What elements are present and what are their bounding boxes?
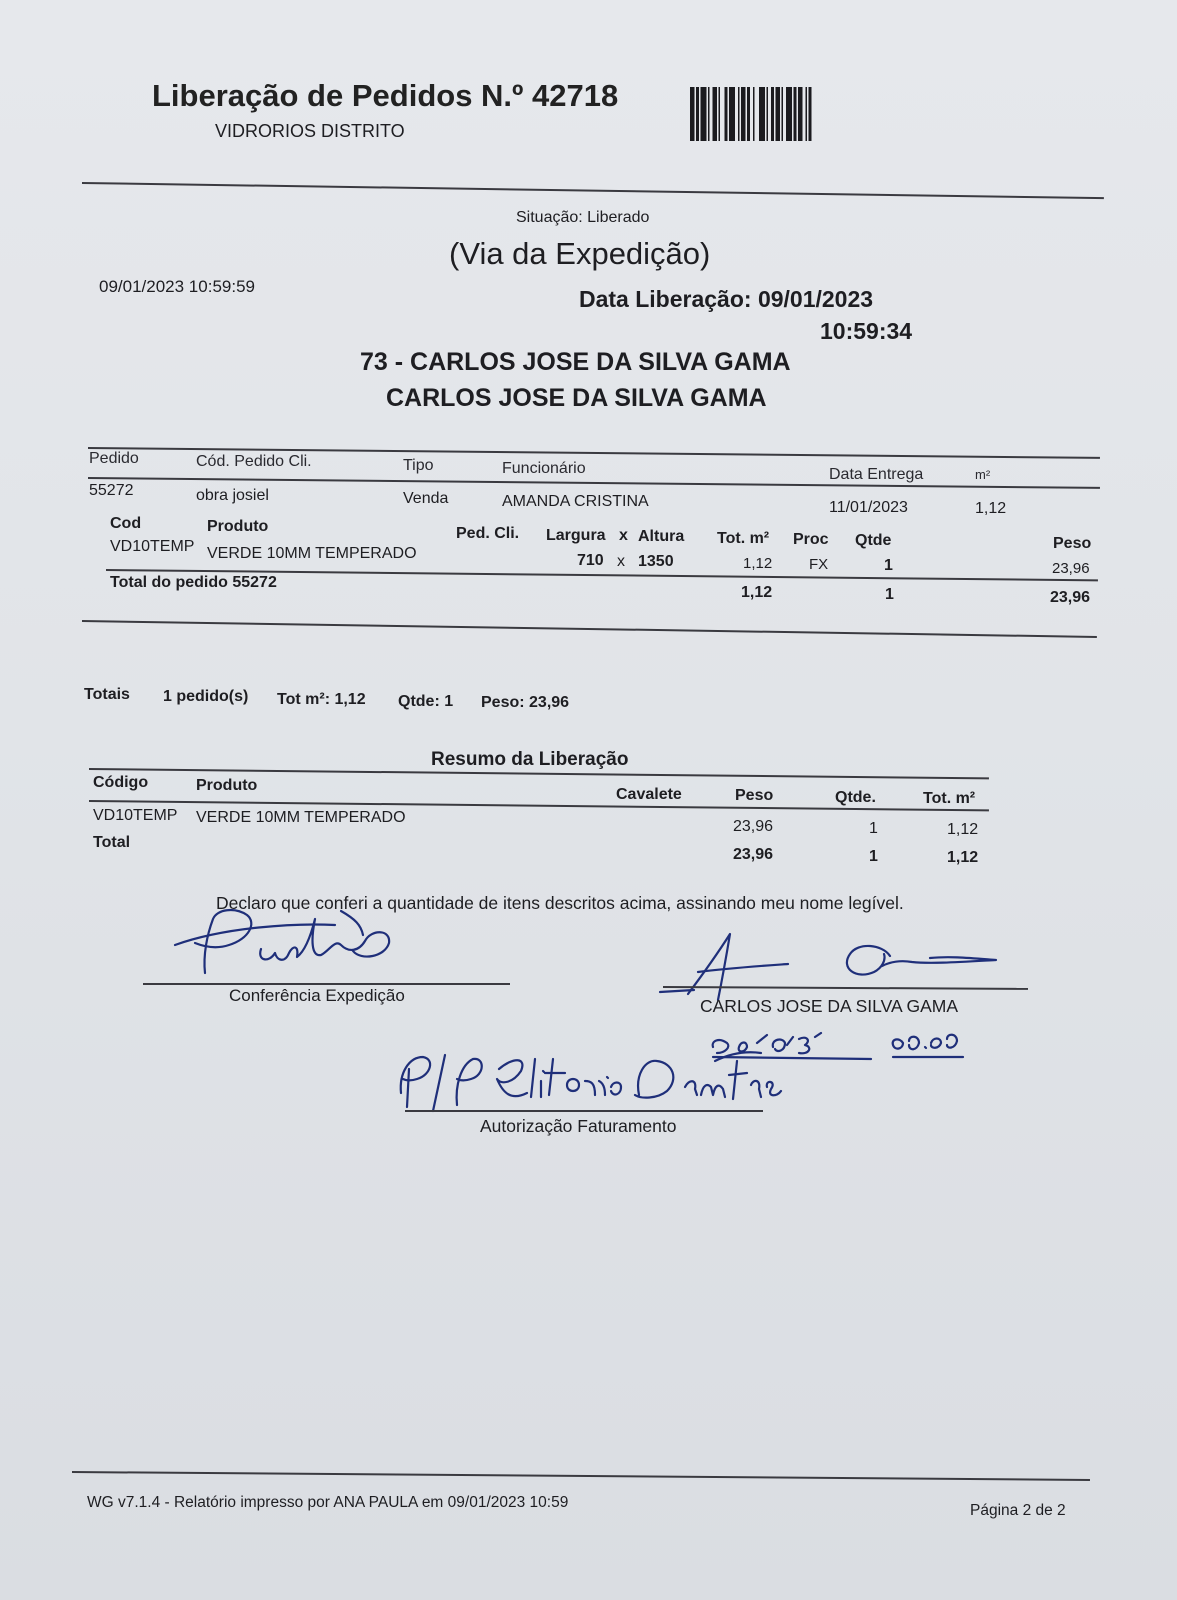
item-header-ped-cli: Ped. Cli. (456, 525, 520, 542)
col-header-funcionario: Funcionário (502, 460, 586, 477)
item-proc: FX (809, 556, 829, 573)
item-header-tot-m2: Tot. m² (717, 530, 770, 547)
order-m2: 1,12 (975, 500, 1007, 517)
release-date: Data Liberação: 09/01/2023 (579, 286, 874, 312)
client-signature-label: CARLOS JOSE DA SILVA GAMA (700, 996, 959, 1016)
item-code: VD10TEMP (110, 538, 195, 555)
col-header-pedido: Pedido (89, 450, 139, 467)
totals-label: Totais (84, 686, 130, 703)
col-header-tipo: Tipo (403, 457, 434, 474)
item-peso: 23,96 (1052, 560, 1090, 577)
summary-header-qtde: Qtde. (835, 789, 876, 806)
item-height: 1350 (638, 553, 674, 570)
order-total-qtde: 1 (885, 586, 894, 603)
item-header-largura: Largura (546, 527, 606, 544)
order-total-peso: 23,96 (1050, 589, 1091, 606)
summary-total-tot-m2: 1,12 (947, 849, 979, 866)
summary-header-cavalete: Cavalete (616, 786, 682, 803)
summary-product: VERDE 10MM TEMPERADO (196, 809, 406, 826)
authorization-signature-line (405, 1110, 763, 1112)
release-time: 10:59:34 (820, 318, 913, 344)
delivery-date: 11/01/2023 (829, 499, 908, 516)
summary-total-label: Total (93, 834, 131, 851)
client-line-2: CARLOS JOSE DA SILVA GAMA (386, 384, 767, 412)
item-header-cod: Cod (110, 515, 142, 532)
order-total-m2: 1,12 (741, 584, 773, 601)
footer-printed-by: WG v7.1.4 - Relatório impresso por ANA PAULA em 09/01/2023 10:59 (87, 1494, 569, 1511)
item-product: VERDE 10MM TEMPERADO (207, 545, 417, 562)
order-total-label: Total do pedido 55272 (110, 574, 277, 591)
expedition-signature-line (143, 983, 510, 985)
summary-total-qtde: 1 (869, 848, 878, 865)
company-name: VIDRORIOS DISTRITO (215, 121, 405, 141)
summary-tot-m2: 1,12 (947, 821, 979, 838)
col-header-m2: m² (975, 467, 991, 482)
summary-total-peso: 23,96 (733, 846, 774, 863)
summary-title: Resumo da Liberação (431, 749, 629, 770)
printed-datetime: 09/01/2023 10:59:59 (99, 277, 255, 296)
totals-m2: Tot m²: 1,12 (277, 691, 366, 708)
item-header-qtde: Qtde (855, 532, 892, 549)
summary-header-codigo: Código (93, 774, 149, 791)
item-header-peso: Peso (1053, 535, 1092, 552)
summary-peso: 23,96 (733, 818, 774, 835)
expedition-signature (165, 905, 415, 980)
item-x: x (617, 553, 625, 570)
col-header-data-entrega: Data Entrega (829, 466, 924, 483)
barcode-icon (690, 87, 870, 141)
client-order-code: obra josiel (196, 487, 269, 504)
totals-orders: 1 pedido(s) (163, 688, 249, 705)
copy-label: (Via da Expedição) (449, 236, 711, 271)
status-label: Situação: Liberado (516, 209, 650, 226)
totals-peso: Peso: 23,96 (481, 694, 570, 711)
item-width: 710 (577, 552, 604, 569)
declaration-text: Declaro que conferi a quantidade de itens descritos acima, assinando meu nome legível. (216, 893, 904, 913)
summary-header-produto: Produto (196, 777, 258, 794)
footer-page-number: Página 2 de 2 (970, 1502, 1066, 1519)
authorization-signature (395, 1045, 995, 1120)
item-header-altura: Altura (638, 528, 685, 545)
authorization-label: Autorização Faturamento (480, 1116, 677, 1136)
col-header-cod-pedido-cli: Cód. Pedido Cli. (196, 453, 312, 470)
order-type: Venda (403, 490, 449, 507)
summary-qtde: 1 (869, 820, 878, 837)
client-line-1: 73 - CARLOS JOSE DA SILVA GAMA (360, 348, 791, 376)
summary-code: VD10TEMP (93, 807, 178, 824)
item-header-proc: Proc (793, 531, 829, 548)
item-header-x: x (619, 527, 628, 544)
employee-name: AMANDA CRISTINA (502, 493, 649, 510)
order-table-bottom-rule (82, 620, 1097, 638)
summary-header-peso: Peso (735, 787, 774, 804)
totals-qtde: Qtde: 1 (398, 693, 454, 710)
expedition-signature-label: Conferência Expedição (229, 986, 405, 1005)
header-divider (82, 182, 1104, 199)
footer-rule (72, 1471, 1090, 1481)
summary-header-tot-m2: Tot. m² (923, 790, 976, 807)
item-tot-m2: 1,12 (743, 555, 773, 572)
item-header-produto: Produto (207, 518, 269, 535)
order-number: 55272 (89, 482, 134, 499)
item-qtde: 1 (884, 557, 893, 574)
document-title: Liberação de Pedidos N.º 42718 (152, 78, 619, 113)
